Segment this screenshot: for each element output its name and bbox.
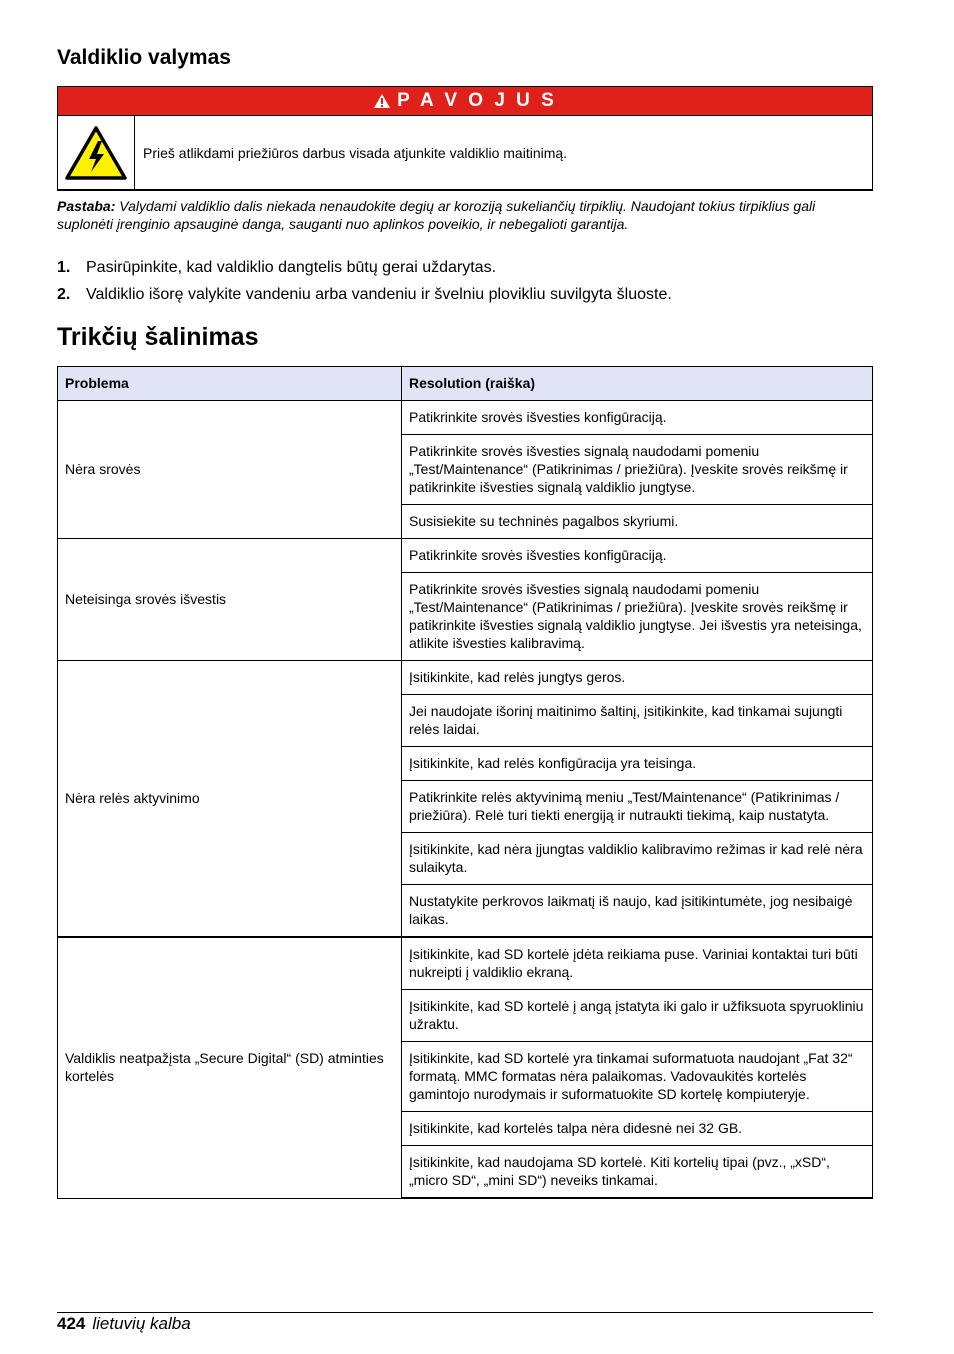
resolution-cell: Jei naudojate išorinį maitinimo šaltinį, įsitikinkite, kad tinkamai sujungti relės laidai. <box>402 695 873 747</box>
troubleshooting-table <box>57 366 873 1199</box>
table-row <box>58 661 873 695</box>
column-header-problem: Problema <box>58 367 402 401</box>
danger-body <box>58 116 872 189</box>
problem-cell: Valdiklis neatpažįsta „Secure Digital“ (SD) atminties kortelės <box>58 937 402 1198</box>
resolution-cell: Patikrinkite srovės išvesties signalą naudodami pomeniu „Test/Maintenance“ (Patikrinimas / priežiūra). Įveskite srovės reikšmę ir patikrinkite išvesties signalą valdiklio jungtyse. <box>402 435 873 505</box>
danger-text: Prieš atlikdami priežiūros darbus visada atjunkite valdiklio maitinimą. <box>143 144 568 161</box>
footer-language: lietuvių kalba <box>92 1314 191 1333</box>
page-footer <box>57 1312 873 1333</box>
list-item <box>57 281 873 308</box>
resolution-cell: Patikrinkite relės aktyvinimą meniu „Test/Maintenance“ (Patikrinimas / priežiūra). Relė turi tiekti energiją ir nutraukti tiekimą, kaip nustatyta. <box>402 781 873 833</box>
resolution-cell: Įsitikinkite, kad SD kortelė įdėta reikiama puse. Variniai kontaktai turi būti nukreipti į valdiklio ekraną. <box>402 937 873 990</box>
warning-triangle-icon <box>373 93 391 109</box>
step-number: 1. <box>57 258 71 276</box>
danger-label: P A V O J U S <box>397 90 557 111</box>
danger-box <box>57 86 873 191</box>
section-title-cleaning: Valdiklio valymas <box>57 46 231 69</box>
list-item <box>57 254 873 281</box>
resolution-cell: Įsitikinkite, kad nėra įjungtas valdiklio kalibravimo režimas ir kad relė nėra sulaikyta. <box>402 833 873 885</box>
page-number: 424 <box>57 1314 86 1333</box>
resolution-cell: Patikrinkite srovės išvesties konfigūraciją. <box>402 401 873 435</box>
resolution-cell: Susisiekite su techninės pagalbos skyriumi. <box>402 505 873 539</box>
note-label: Pastaba: <box>57 198 116 214</box>
resolution-cell: Įsitikinkite, kad kortelės talpa nėra didesnė nei 32 GB. <box>402 1112 873 1146</box>
note-paragraph <box>57 197 857 233</box>
resolution-cell: Patikrinkite srovės išvesties signalą naudodami pomeniu „Test/Maintenance“ (Patikrinimas / priežiūra). Įveskite srovės reikšmę ir patikrinkite išvesties signalą valdiklio jungtyse. Jei išvestis yra neteisinga, atlikite išvesties kalibravimą. <box>402 573 873 661</box>
note-text: Valydami valdiklio dalis niekada nenaudokite degių ar koroziją sukeliančių tirpiklių. Naudojant tokius tirpiklius gali suplonėti įrenginio apsauginė danga, sauganti nuo aplinkos poveikio, ir nebegalioti garantija. <box>57 198 816 232</box>
table-row <box>58 539 873 573</box>
resolution-cell: Įsitikinkite, kad relės jungtys geros. <box>402 661 873 695</box>
problem-cell: Nėra relės aktyvinimo <box>58 661 402 938</box>
resolution-cell: Įsitikinkite, kad SD kortelė yra tinkamai suformatuota naudojant „Fat 32“ formatą. MMC formatas nėra palaikomas. Vadovaukitės kortelės gamintojo nurodymais ir suformatuokite SD kortelę kompiuteryje. <box>402 1042 873 1112</box>
table-row <box>58 401 873 435</box>
resolution-cell: Įsitikinkite, kad relės konfigūracija yra teisinga. <box>402 747 873 781</box>
resolution-cell: Nustatykite perkrovos laikmatį iš naujo, kad įsitikintumėte, jog nesibaigė laikas. <box>402 885 873 938</box>
problem-cell: Neteisinga srovės išvestis <box>58 539 402 661</box>
problem-cell: Nėra srovės <box>58 401 402 539</box>
step-text: Pasirūpinkite, kad valdiklio dangtelis būtų gerai uždarytas. <box>86 258 497 276</box>
table-row <box>58 937 873 990</box>
footer-text <box>57 1314 191 1334</box>
section-title-troubleshooting: Trikčių šalinimas <box>57 323 259 351</box>
danger-header <box>58 87 872 116</box>
resolution-cell: Patikrinkite srovės išvesties konfigūraciją. <box>402 539 873 573</box>
column-header-resolution: Resolution (raiška) <box>402 367 873 401</box>
electrical-hazard-icon <box>64 125 128 181</box>
step-number: 2. <box>57 285 71 303</box>
resolution-cell: Įsitikinkite, kad naudojama SD kortelė. Kiti kortelių tipai (pvz., „xSD“, „micro SD“, „mini SD“) neveiks tinkamai. <box>402 1146 873 1199</box>
step-list <box>57 254 873 308</box>
danger-icon-cell <box>58 116 135 189</box>
resolution-cell: Įsitikinkite, kad SD kortelė į angą įstatyta iki galo ir užfiksuota spyruokliniu užraktu. <box>402 990 873 1042</box>
table-header-row <box>58 367 873 401</box>
step-text: Valdiklio išorę valykite vandeniu arba vandeniu ir švelniu plovikliu suvilgyta šluoste. <box>86 285 672 303</box>
